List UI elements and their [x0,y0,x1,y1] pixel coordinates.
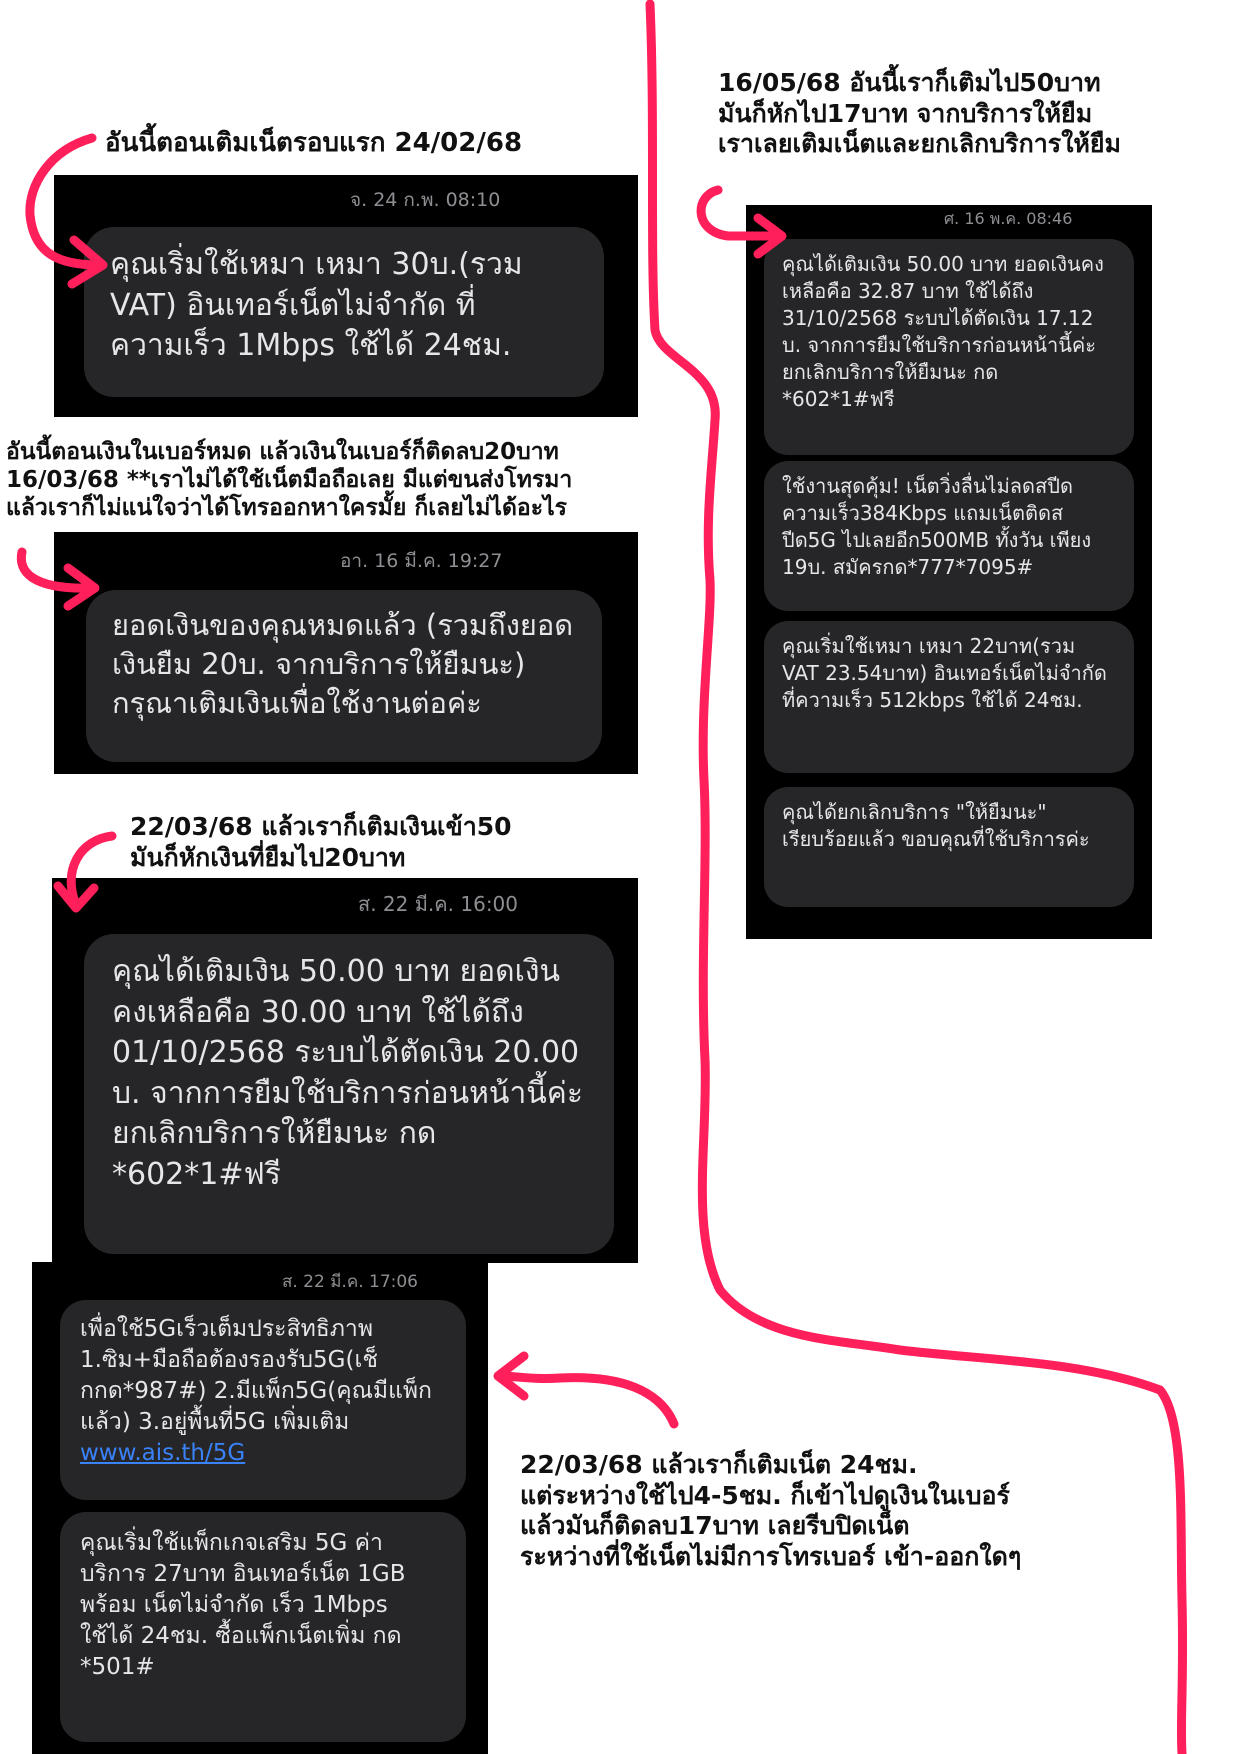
message-text: ยอดเงินของคุณหมดแล้ว (รวมถึงยอดเงินยืม 20บ. จากบริการให้ยืมนะ) กรุณาเติมเงินเพื่อใช้งานต่อค่ะ [112,608,574,721]
message-bubble[interactable] [86,590,602,762]
message-timestamp: ส. 22 มี.ค. 16:00 [358,892,518,916]
message-text: ใช้งานสุดคุ้ม! เน็ตวิ่งลื่นไม่ลดสปีดความเร็ว384Kbps แถมเน็ตติดสปีด5G ไปเลยอีก500MB ทั้งวัน เพียง 19บ. สมัครกด*777*7095# [782,474,1092,579]
message-bubble[interactable] [764,787,1134,907]
message-bubble[interactable] [60,1300,466,1500]
message-bubble[interactable] [764,239,1134,455]
arrow-5 [500,1376,674,1424]
sms-screenshot-2 [54,532,638,774]
note-balance-empty: อันนี้ตอนเงินในเบอร์หมด แล้วเงินในเบอร์ก็ติดลบ20บาท 16/03/68 **เราไม่ได้ใช้เน็ตมือถือเลย มีแต่ขนส่งโทรมา แล้วเราก็ไม่แน่ใจว่าได้โทรออกหาใครมั้ย ก็เลยไม่ได้อะไร [6,439,573,522]
message-text: คุณได้เติมเงิน 50.00 บาท ยอดเงินคงเหลือคือ 30.00 บาท ใช้ได้ถึง 01/10/2568 ระบบได้ตัดเงิน 20.00 บ. จากการยืมใช้บริการก่อนหน้านี้ค่ะ ยกเลิกบริการให้ยืมนะ กด *602*1#ฟรี [112,954,583,1192]
message-bubble[interactable] [84,934,614,1254]
message-bubble[interactable] [84,227,604,397]
message-text: เพื่อใช้5Gเร็วเต็มประสิทธิภาพ 1.ซิม+มือถือต้องรองรับ5G(เช็กกด*987#) 2.มีแพ็ก5G(คุณมีแพ็กแล้ว) 3.อยู่พื้นที่5G เพิ่มเติม [80,1316,432,1436]
sms-screenshot-1 [54,175,638,417]
message-text: คุณเริ่มใช้เหมา เหมา 30บ.(รวม VAT) อินเทอร์เน็ตไม่จำกัด ที่ความเร็ว 1Mbps ใช้ได้ 24ชม. [110,247,523,363]
message-bubble[interactable] [764,461,1134,611]
note-first-topup: อันนี้ตอนเติมเน็ตรอบแรก 24/02/68 [105,128,523,158]
note-5g-pack: 22/03/68 แล้วเราก็เติมเน็ต 24ชม. แต่ระหว่างใช้ไป4-5ชม. ก็เข้าไปดูเงินในเบอร์ แล้วมันก็ติดลบ17บาท เลยรีบปิดเน็ต ระหว่างที่ใช้เน็ตไม่มีการโทรเบอร์ เข้า-ออกใดๆ [520,1450,1022,1571]
note-topup-50: 22/03/68 แล้วเราก็เติมเงินเข้า50 มันก็หักเงินที่ยืมไป20บาท [130,812,512,872]
message-timestamp: ส. 22 มี.ค. 17:06 [282,1272,418,1292]
ais-5g-link[interactable]: www.ais.th/5G [80,1440,246,1467]
sms-screenshot-3 [52,878,638,1263]
sms-screenshot-4 [32,1262,488,1754]
message-bubble[interactable] [60,1512,466,1742]
message-bubble[interactable] [764,621,1134,773]
message-text: คุณเริ่มใช้แพ็กเกจเสริม 5G ค่าบริการ 27บาท อินเทอร์เน็ต 1GB พร้อม เน็ตไม่จำกัด เร็ว 1Mbps ใช้ได้ 24ชม. ซื้อแพ็กเน็ตเพิ่ม กด *501# [80,1530,406,1681]
note-may-topup: 16/05/68 อันนี้เราก็เติมไป50บาท มันก็หักไป17บาท จากบริการให้ยืม เราเลยเติมเน็ตและยกเลิกบริการให้ยืม [718,68,1122,158]
message-text: คุณได้ยกเลิกบริการ "ให้ยืมนะ" เรียบร้อยแล้ว ขอบคุณที่ใช้บริการค่ะ [782,800,1090,851]
arrow-5-head [498,1356,524,1396]
message-text: คุณได้เติมเงิน 50.00 บาท ยอดเงินคงเหลือคือ 32.87 บาท ใช้ได้ถึง 31/10/2568 ระบบได้ตัดเงิน 17.12 บ. จากการยืมใช้บริการก่อนหน้านี้ค่ะ ยกเลิกบริการให้ยืมนะ กด *602*1#ฟรี [782,252,1104,411]
message-timestamp: อา. 16 มี.ค. 19:27 [340,550,503,572]
sms-screenshot-5 [746,205,1152,939]
message-timestamp: ศ. 16 พ.ค. 08:46 [944,209,1073,228]
message-timestamp: จ. 24 ก.พ. 08:10 [350,189,501,211]
message-text: คุณเริ่มใช้เหมา เหมา 22บาท(รวม VAT 23.54บาท) อินเทอร์เน็ตไม่จำกัด ที่ความเร็ว 512kbps ใช้ได้ 24ชม. [782,634,1107,712]
